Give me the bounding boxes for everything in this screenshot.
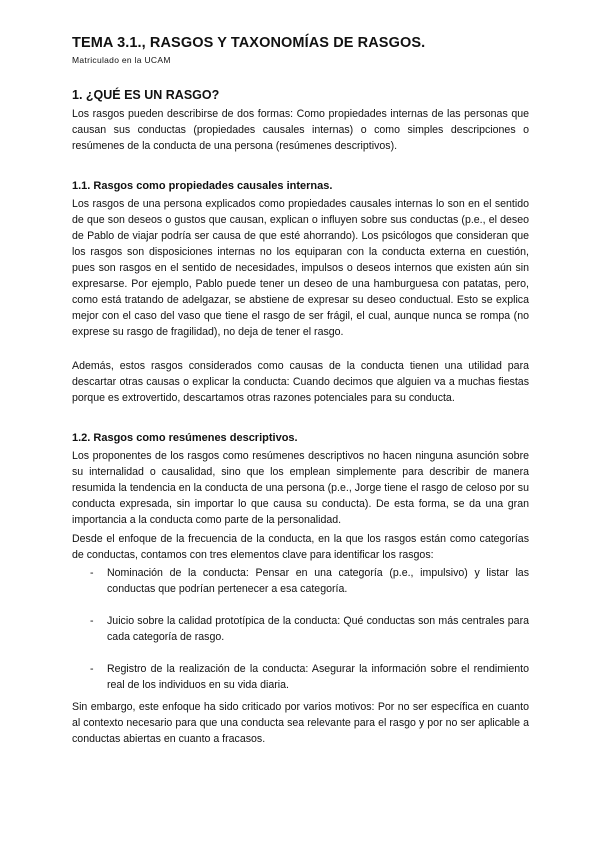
list-item-text: Juicio sobre la calidad prototípica de la conducta: Qué conductas son más centrales para cada categoría de rasgo. <box>107 615 529 643</box>
section-1-2-paragraph-3: Sin embargo, este enfoque ha sido criticado por varios motivos: Por no ser específica en cuanto al contexto necesario para que una conducta sea relevante para el rasgo y por no ser aplicable a conductas abiertas en cuanto a fracasos. <box>72 701 529 745</box>
section-1-paragraph: Los rasgos pueden describirse de dos formas: Como propiedades internas de las personas que causan sus conductas (propiedades causales internas) o como simples descripciones o resúmenes de la conducta de una persona (resúmenes descriptivos). <box>72 108 529 152</box>
list-item-text: Registro de la realización de la conducta: Asegurar la información sobre el rendimiento real de los individuos en su vida diaria. <box>107 663 529 691</box>
list-item <box>72 613 529 645</box>
dash-marker: - <box>90 615 94 627</box>
dash-marker: - <box>90 663 94 675</box>
document-subtitle: Matriculado en la UCAM <box>72 55 171 65</box>
section-1-2-heading: 1.2. Rasgos como resúmenes descriptivos. <box>72 432 298 444</box>
section-1-1-paragraph-2: Además, estos rasgos considerados como causas de la conducta tienen una utilidad para descartar otras causas o explicar la conducta: Cuando decimos que alguien va a muchas fiestas porque es extrovertido, descartamos otras razones potenciales para su conducta. <box>72 360 529 404</box>
list-item-text: Nominación de la conducta: Pensar en una categoría (p.e., impulsivo) y listar las conductas que podrían pertenecer a esa categoría. <box>107 567 529 595</box>
document-title: TEMA 3.1., RASGOS Y TAXONOMÍAS DE RASGOS. <box>72 35 426 51</box>
section-1-2-paragraph-2: Desde el enfoque de la frecuencia de la conducta, en la que los rasgos están como categorías de conductas, contamos con tres elementos clave para identificar los rasgos: <box>72 533 529 561</box>
list-item <box>72 661 529 693</box>
key-elements-list <box>72 565 529 709</box>
list-item <box>72 565 529 597</box>
section-1-1-paragraph-1: Los rasgos de una persona explicados como propiedades causales internas lo son en el sentido de que son deseos o gustos que causan, explican o influyen sobre sus conductas (p.e., el deseo de Pablo de viajar podría ser causa de que esté ahorrando). Los psicólogos que consideran que los rasgos son disposiciones internas no los equiparan con la conducta externa en cuestión, pues son rasgos en el sentido de necesidades, impulsos o deseos internos que existen aún sin expresarse. Por ejemplo, Pablo puede tener un deseo de una hamburguesa con patatas, pero, como está tratando de adelgazar, se abstiene de expresar su deseo conductual. Esto se explica mejor con el caso del vaso que tiene el rasgo de ser frágil, el cual, aunque nunca se rompa (no exprese su rasgo de fragilidad), no deja de tener el rasgo. <box>72 198 529 338</box>
dash-marker: - <box>90 567 94 579</box>
section-1-2-paragraph-1: Los proponentes de los rasgos como resúmenes descriptivos no hacen ninguna asunción sobre su internalidad o causalidad, sino que los emplean simplemente para describir de manera resumida la tendencia en la conducta de una persona (p.e., Jorge tiene el rasgo de celoso por su conducta expresada, sin importar lo que causa su conducta). De esta forma, se da una gran importancia a la conducta como parte de la personalidad. <box>72 450 529 526</box>
section-1-heading: 1. ¿QUÉ ES UN RASGO? <box>72 88 220 102</box>
section-1-1-heading: 1.1. Rasgos como propiedades causales internas. <box>72 180 333 192</box>
